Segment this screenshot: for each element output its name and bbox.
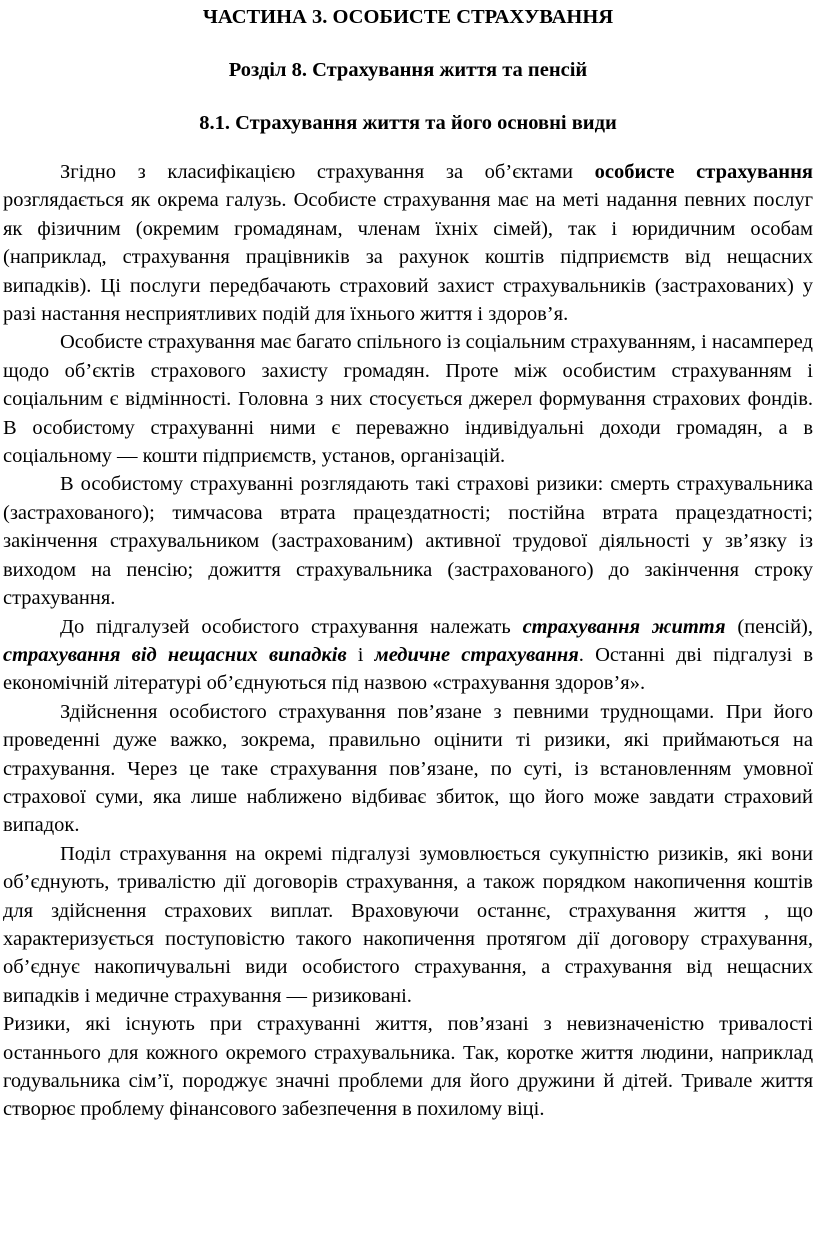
paragraph-1-text-c: розглядається як окрема галузь. Особисте страхування має на меті надання певних послуг як фізичним (окремим громадянам, членам їхніх сімей), так і юридичним особам (наприклад, страхування працівників за рахунок коштів підприємств від нещасних випадків). Ці послуги передбачають страховий захист страхувальників (застрахованих) у разі настання несприятливих подій для їхнього життя і здоров’я. xyxy=(3,189,813,326)
paragraph-5: Здійснення особистого страхування пов’язане з певними труднощами. При його проведенні дуже важко, зокрема, правильно оцінити ті ризики, які приймаються на страхування. Через це таке страхування пов’язане, по суті, із встановленням умовної страхової суми, яка лише наближено відбиває збиток, що його може завдати страховий випадок. xyxy=(3,700,813,837)
paragraph-4-text-g: . Останні дві підгалузі в економічній літературі об’єднуються під назвою «страхування здоров’я». xyxy=(3,643,814,695)
paragraph-1-text-a: Згідно з класифікацією страхування за об’єктами xyxy=(60,161,595,183)
subsection-heading: 8.1. Страхування життя та його основні види xyxy=(199,112,617,134)
paragraph-2: Особисте страхування має багато спільного із соціальним страхуванням, і насамперед щодо об’єктів страхового захисту громадян. Проте між особистим страхуванням і соціальним є відмінності. Головна з них стосується джерел формування страхових фондів. В особистому страхуванні ними є переважно індивідуальні доходи громадян, а в соціальному — кошти підприємств, установ, організацій. xyxy=(3,331,813,468)
body-text xyxy=(3,158,813,1124)
section-heading: Розділ 8. Страхування життя та пенсій xyxy=(228,59,588,81)
paragraph-1 xyxy=(3,158,813,328)
paragraph-6: Поділ страхування на окремі підгалузі зумовлюється сукупністю ризиків, які вони об’єднують, тривалістю дії договорів страхування, а також порядком накопичення коштів для здійснення страхових виплат. Враховуючи останнє, страхування життя , що характеризується поступовістю такого накопичення протягом дії договору страхування, об’єднує накопичувальні види особистого страхування, а страхування від нещасних випадків і медичне страхування — ризиковані. xyxy=(3,842,813,1007)
term-personal-insurance: особисте страхування xyxy=(594,161,813,183)
paragraph-4-text-a: До підгалузей особистого страхування належать xyxy=(60,615,523,638)
term-medical-insurance: медичне страхування xyxy=(374,643,579,666)
term-accident-insurance: страхування від нещасних випадків xyxy=(3,643,347,666)
paragraph-7: Ризики, які існують при страхуванні життя, пов’язані з невизначеністю тривалості останнього для кожного окремого страхувальника. Так, коротке життя людини, наприклад годувальника сім’ї, породжує значні проблеми для його дружини й дітей. Тривале життя створює проблему фінансового забезпечення в похилому віці. xyxy=(3,1013,813,1121)
paragraph-3: В особистому страхуванні розглядають такі страхові ризики: смерть страхувальника (застрахованого); тимчасова втрата працездатності; постійна втрата працездатності; закінчення страхувальником (застрахованим) активної трудової діяльності у зв’язку із виходом на пенсію; дожиття страхувальника (застрахованого) до закінчення строку страхування. xyxy=(3,473,813,610)
paragraph-4 xyxy=(3,613,813,698)
term-life-insurance: страхування життя xyxy=(522,615,726,638)
paragraph-4-text-e: і xyxy=(346,643,375,666)
part-heading: ЧАСТИНА 3. ОСОБИСТЕ СТРАХУВАННЯ xyxy=(202,6,614,28)
paragraph-4-text-c: (пенсій), xyxy=(725,615,814,638)
